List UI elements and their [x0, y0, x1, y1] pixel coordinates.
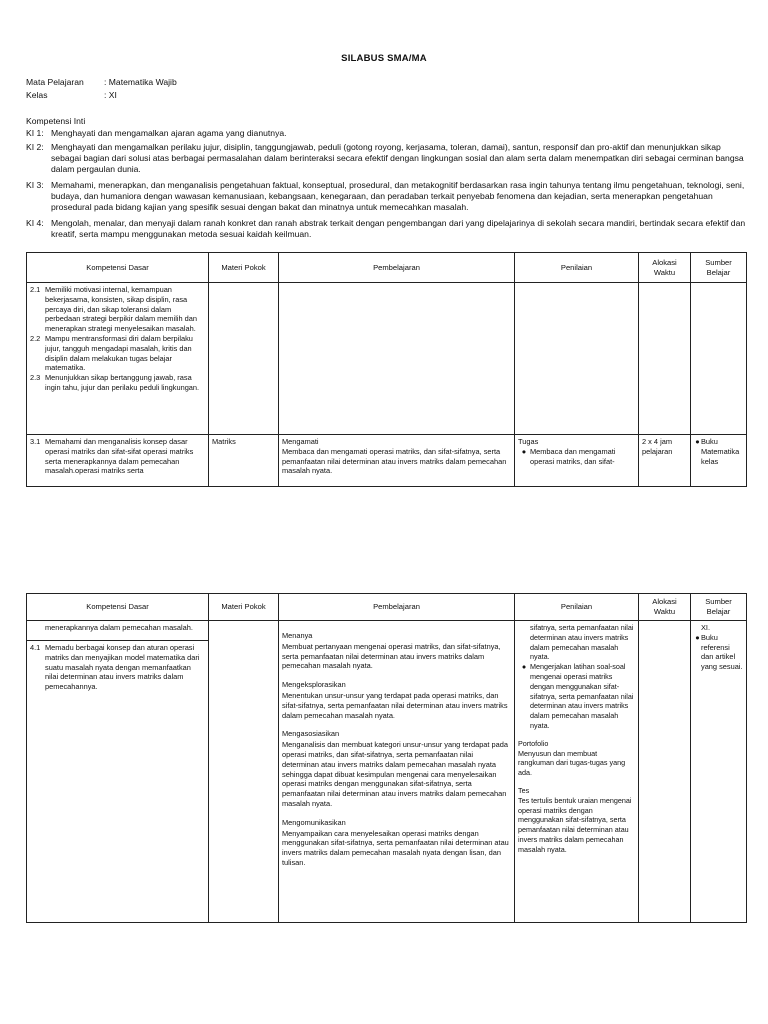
penilaian-cell	[515, 435, 639, 487]
penilaian-continuation: sifatnya, serta pemanfaatan nilai determinan atau invers matriks dalam pemecahan masalah nyata.	[530, 623, 634, 662]
kd-item	[30, 373, 205, 393]
bullet-icon: ●	[695, 632, 700, 642]
header-penilaian: Penilaian	[515, 253, 639, 283]
empty-cell	[515, 283, 639, 435]
empty-cell	[279, 283, 515, 435]
kd-text: Memadu berbagai konsep dan aturan operasi matriks dan menyajikan model matematika dari suatu masalah nyata dengan memanfaatkan nilai determinan atau invers matriks dalam pemecahannya.	[45, 643, 200, 692]
header-kompetensi-dasar: Kompetensi Dasar	[27, 594, 209, 621]
tes-heading: Tes	[518, 785, 530, 795]
kd-text: Memiliki motivasi internal, kemampuan bekerjasama, konsisten, sikap disiplin, rasa percaya diri, dan sikap toleransi dalam perbedaan strategi berpikir dalam memilih dan menerapkan strategi menyelesaikan masalah.	[45, 285, 197, 334]
sumber-cell	[691, 621, 747, 923]
empty-cell	[639, 283, 691, 435]
table-row	[27, 435, 747, 487]
bullet-icon: ●	[521, 446, 527, 456]
ki-code: KI 1:	[26, 128, 44, 138]
mata-pelajaran-row	[26, 77, 177, 87]
kd-continuation-cell: menerapkannya dalam pemecahan masalah.	[27, 621, 209, 641]
header-penilaian: Penilaian	[515, 594, 639, 621]
empty-cell	[639, 621, 691, 923]
ki-text: Memahami, menerapkan, dan menganalisis pengetahuan faktual, konseptual, prosedural, dan metakognitif berdasarkan rasa ingin tahunya tentang ilmu pengetahuan, teknologi, seni, budaya, dan humaniora dengan wawasan kemanusiaan, kebangsaan, kenegaraan, dan peradaban terkait penyebab fenomena dan kejadian, serta menerapkan pengetahuan prosedural pada bidang kajian yang spesifik sesuai dengan bakat dan minatnya untuk memecahkan masalah.	[51, 180, 745, 212]
sumber-item-text: Buku referensi dan artikel yang sesuai.	[701, 632, 743, 672]
penilaian-item	[518, 662, 635, 731]
header-pembelajaran: Pembelajaran	[279, 594, 515, 621]
penilaian-item	[518, 447, 635, 467]
penilaian-item-text: Membaca dan mengamati operasi matriks, dan sifat-	[530, 446, 616, 466]
document-title: SILABUS SMA/MA	[341, 53, 427, 64]
mata-pelajaran-label: Mata Pelajaran	[26, 77, 84, 87]
kd-2-cell	[27, 283, 209, 435]
pembelajaran-text: Membaca dan mengamati operasi matriks, dan sifat-sifatnya, serta pemanfaatan nilai determinan atau invers matriks dalam pemecahan masalah nyata.	[282, 446, 507, 476]
sumber-item	[694, 633, 743, 672]
header-materi-pokok: Materi Pokok	[209, 253, 279, 283]
step-heading: Menanya	[282, 631, 313, 640]
pembelajaran-heading: Mengamati	[282, 437, 319, 446]
step-text: Menyampaikan cara menyelesaikan operasi matriks dengan menggunakan sifat-sifatnya, serta pemanfaatan nilai determinan atau invers matriks dalam pemecahan masalah nyata dengan lisan, dan tulisan.	[282, 828, 509, 867]
kelas-value: : XI	[104, 90, 117, 100]
kelas-label: Kelas	[26, 90, 48, 100]
empty-cell	[209, 283, 279, 435]
page-1	[0, 0, 768, 500]
sumber-item	[694, 437, 743, 466]
kd-text: Memahami dan menganalisis konsep dasar operasi matriks dan sifat-sifat operasi matriks serta menerapkannya dalam pemecahan masalah.operasi matriks serta	[45, 437, 194, 476]
kd-text: Menunjukkan sikap bertanggung jawab, rasa ingin tahu, jujur dan perilaku peduli lingkungan.	[45, 373, 200, 392]
ki-text: Mengolah, menalar, dan menyaji dalam ranah konkret dan ranah abstrak terkait dengan pengembangan dari yang dipelajarinya di sekolah secara mandiri, bertindak secara efektif dan kreatif, serta mampu menggunakan metoda sesuai kaidah keilmuan.	[51, 218, 746, 239]
ki-code: KI 3:	[26, 180, 44, 190]
bullet-icon: ●	[695, 437, 700, 446]
step-heading: Mengasosiasikan	[282, 729, 340, 739]
ki-code: KI 2:	[26, 142, 44, 152]
empty-cell	[691, 283, 747, 435]
pembelajaran-step	[282, 680, 511, 720]
page-2	[0, 593, 768, 1024]
sumber-cell	[691, 435, 747, 487]
header-alokasi-waktu: Alokasi Waktu	[639, 594, 691, 621]
kd-item	[30, 334, 205, 373]
header-alokasi-waktu: Alokasi Waktu	[639, 253, 691, 283]
pembelajaran-step	[282, 729, 511, 808]
step-text: Menganalisis dan membuat kategori unsur-unsur yang terdapat pada operasi matriks, dan sifat-sifatnya, serta pemanfaatan nilai determinan atau invers matriks dalam pemecahan masalah nyata sehingga dapat dibuat kesimpulan mengenai cara menyelesaikan operasi matriks dengan menggunakan sifat-sifatnya, serta pemanfaatan nilai determinan atau invers matriks dalam pemecahan masalah nyata.	[282, 740, 508, 808]
kd-item	[30, 643, 205, 692]
step-text: Membuat pertanyaan mengenai operasi matriks, dan sifat-sifatnya, serta pemanfaatan nilai determinan atau invers matriks dalam pemecahan masalah nyata.	[282, 641, 501, 671]
table-header-row	[27, 594, 747, 621]
penilaian-item-text: Mengerjakan latihan soal-soal mengenai operasi matriks dengan menggunakan sifat-sifatnya, serta pemanfaatan nilai determinan atau invers matriks dalam pemecahan masalah nyata.	[530, 662, 634, 730]
sumber-continuation: XI.	[701, 623, 711, 632]
penilaian-cell	[515, 621, 639, 923]
table-header-row	[27, 253, 747, 283]
kd-3-1-cell	[27, 435, 209, 487]
table-row	[27, 621, 747, 641]
alokasi-cell: 2 x 4 jam pelajaran	[639, 435, 691, 487]
pembelajaran-cell	[279, 621, 515, 923]
bullet-icon: ●	[521, 662, 527, 672]
kd-number: 2.1	[30, 285, 41, 294]
portofolio-text: Menyusun dan membuat rangkuman dari tugas-tugas yang ada.	[518, 748, 626, 778]
kd-item	[30, 437, 205, 476]
ki-text: Menghayati dan mengamalkan ajaran agama yang dianutnya.	[51, 128, 287, 138]
step-heading: Mengeksplorasikan	[282, 680, 346, 690]
ki-text: Menghayati dan mengamalkan perilaku jujur, disiplin, tanggungjawab, peduli (gotong royong, kerjasama, toleran, damai), santun, responsif dan pro-aktif dan menunjukkan sikap sebagai bagian dari solusi atas berbagai permasalahan dalam berinteraksi secara efektif dengan lingkungan sosial dan alam serta dalam menempatkan diri sebagai cerminan bangsa dalam pergaulan dunia.	[51, 142, 744, 174]
step-heading: Mengomunikasikan	[282, 817, 346, 827]
materi-pokok-cell: Matriks	[209, 435, 279, 487]
mata-pelajaran-value: : Matematika Wajib	[104, 77, 177, 87]
ki-2	[26, 142, 746, 175]
kd-number: 2.3	[30, 373, 41, 383]
kd-4-1-cell	[27, 641, 209, 923]
header-materi-pokok: Materi Pokok	[209, 594, 279, 621]
header-pembelajaran: Pembelajaran	[279, 253, 515, 283]
pembelajaran-cell	[279, 435, 515, 487]
kd-number: 4.1	[30, 643, 41, 652]
kompetensi-inti-heading: Kompetensi Inti	[26, 116, 86, 126]
tes-text: Tes tertulis bentuk uraian mengenai operasi matriks dengan menggunakan sifat-sifatnya, serta pemanfaatan nilai determinan atau invers matriks dalam pemecahan masalah nyata.	[518, 795, 632, 854]
table-row	[27, 283, 747, 435]
sumber-item-text: Buku Matematika kelas	[701, 437, 740, 466]
header-sumber-belajar: Sumber Belajar	[691, 253, 747, 283]
ki-4	[26, 218, 746, 240]
kelas-row	[26, 90, 117, 100]
syllabus-table-page-1	[26, 252, 747, 487]
pembelajaran-step	[282, 818, 511, 868]
ki-3	[26, 180, 746, 213]
empty-cell	[209, 621, 279, 923]
ki-1	[26, 128, 746, 139]
kd-text: Mampu mentransformasi diri dalam berpilaku jujur, tangguh mengadapi masalah, kritis dan disiplin dalam melakukan tugas belajar matematika.	[45, 333, 193, 373]
ki-code: KI 4:	[26, 218, 44, 228]
kd-number: 3.1	[30, 437, 41, 446]
penilaian-heading: Tugas	[518, 437, 539, 446]
header-sumber-belajar: Sumber Belajar	[691, 594, 747, 621]
header-kompetensi-dasar: Kompetensi Dasar	[27, 253, 209, 283]
kd-number: 2.2	[30, 333, 41, 343]
kd-item	[30, 285, 205, 334]
syllabus-table-page-2	[26, 593, 747, 923]
pembelajaran-step	[282, 631, 511, 671]
step-text: Menentukan unsur-unsur yang terdapat pada operasi matriks, dan sifat-sifatnya, serta pemanfaatan nilai determinan atau invers matriks dalam pemecahan masalah nyata.	[282, 690, 508, 720]
portofolio-heading: Portofolio	[518, 738, 549, 748]
